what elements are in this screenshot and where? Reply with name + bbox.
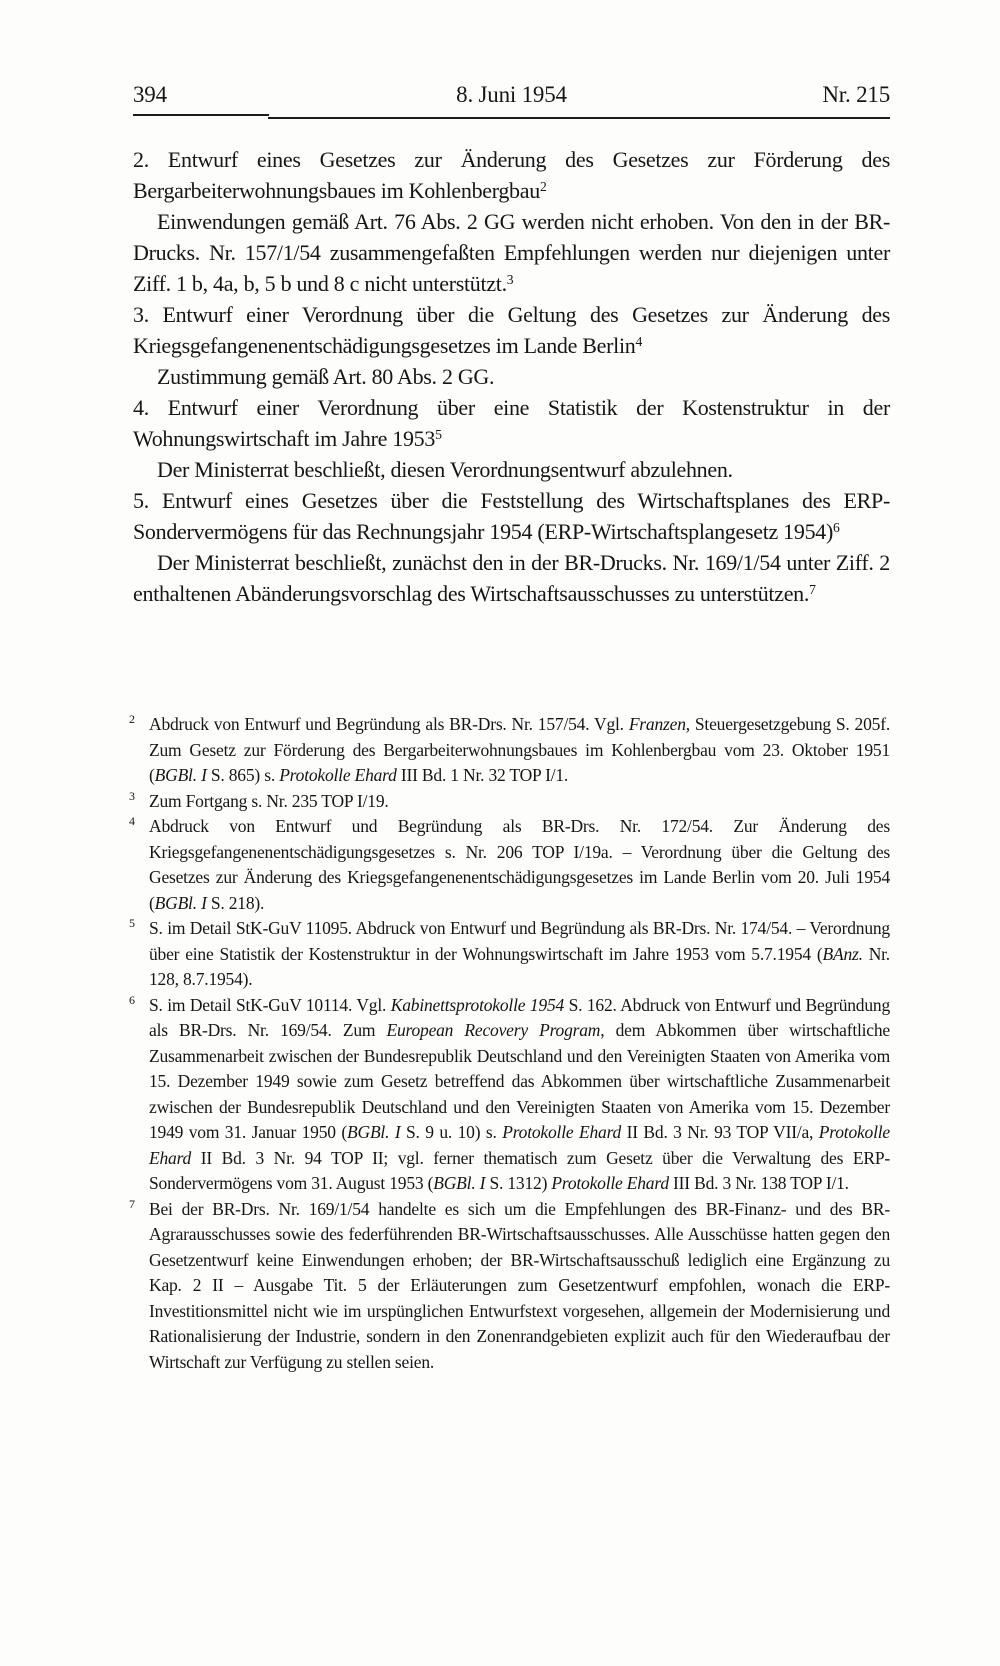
footnotes-section [129,712,891,1375]
body-paragraph [133,392,890,454]
text-segment: Einwendungen gemäß Art. 76 Abs. 2 GG werden nicht erhoben. Von den in der BR-Drucks. Nr. 157/1/54 zusammengefaßten Empfehlungen werden nur diejenigen unter Ziff. 1 b, 4a, b, 5 b und 8 c nicht unterstützt. [133,209,890,296]
text-segment: Nr. 128, 8.7.1954). [149,943,890,989]
text-segment: II Bd. 3 Nr. 94 TOP II; vgl. ferner thematisch zum Gesetz über die Verwaltung des ERP-Sondervermögens vom 31. August 1953 ( [149,1147,890,1193]
footnote-item [129,992,891,1197]
footnote-item [129,788,890,815]
text-segment: BGBl. I [154,892,207,913]
text-segment: Zustimmung gemäß Art. 80 Abs. 2 GG. [157,364,495,389]
text-segment: S. im Detail StK-GuV 11095. Abdruck von Entwurf und Begründung als BR-Drs. Nr. 174/54. – Verordnung über eine Statistik der Kostenstruktur in der Wohnungswirtschaft im Jahre 1953 vom 5.7.1954 ( [149,918,890,964]
page-date: 8. Juni 1954 [456,82,567,107]
page-header [133,82,890,108]
text-segment: Abdruck von Entwurf und Begründung als BR-Drs. Nr. 157/54. Vgl. [149,714,629,734]
main-text [133,144,890,609]
text-segment: Kabinettsprotokolle 1954 [390,994,565,1015]
text-segment: BGBl. I [154,765,207,785]
text-segment: European Recovery Program [386,1020,601,1040]
footnote-marker: 3 [129,788,135,803]
footnote-ref: 2 [539,178,547,194]
text-segment: S. im Detail StK-GuV 10114. Vgl. [149,994,391,1015]
text-segment: S. 865) s. [206,765,280,785]
footnote-ref: 5 [435,426,442,442]
header-rule-left [133,114,269,116]
text-segment: Bei der BR-Drs. Nr. 169/1/54 handelte es sich um die Empfehlungen des BR-Finanz- und des BR-Agrarausschusses sowie des federführenden BR-Wirtschaftsausschusses. Alle Ausschüsse hatten gegen den Gesetzentwurf keine Einwendungen erhoben; der BR-Wirtschaftsausschuß lediglich eine Ergänzung zu Kap. 2 II – Ausgabe Tit. 5 der Erläuterungen zum Gesetzentwurf empfohlen, wonach die ERP-Investitionsmittel nicht wie im urspünglichen Entwurfstext vorgesehen, allgemein der Modernisierung und Rationalisierung der Industrie, sondern in den Zonenrandgebieten explizit auch für den Wiederaufbau der Wirtschaft zur Verfügung zu stellen seien. [149,1198,890,1372]
footnote-marker: 5 [129,916,135,930]
page-number: 394 [133,82,167,107]
footnote-marker: 2 [129,712,135,726]
text-segment: Protokolle Ehard [551,1173,669,1193]
text-segment: II Bd. 3 Nr. 93 TOP VII/a, [621,1122,819,1142]
text-segment: III Bd. 3 Nr. 138 TOP I/1. [668,1173,849,1193]
footnote-item [129,916,890,993]
text-segment: Der Ministerrat beschließt, zunächst den in der BR-Drucks. Nr. 169/1/54 unter Ziff. 2 enthaltenen Abänderungsvorschlag des Wirtschaftsausschusses zu unterstützen. [133,550,890,606]
text-segment: S. 1312) [485,1173,552,1193]
footnote-item [129,712,890,789]
footnote-ref: 6 [833,519,840,535]
text-segment: S. 162. Abdruck von Entwurf und Begründung als BR-Drs. Nr. 169/54. Zum [149,994,891,1040]
body-paragraph [133,547,890,609]
text-segment: Der Ministerrat beschließt, diesen Verordnungsentwurf abzulehnen. [157,457,733,482]
issue-number: Nr. 215 [822,82,890,107]
footnote-marker: 6 [129,992,135,1007]
text-segment: Protokolle Ehard [502,1122,622,1142]
text-segment: 4. Entwurf einer Verordnung über eine Statistik der Kostenstruktur in der Wohnungswirtschaft im Jahre 1953 [133,395,890,451]
body-paragraph [133,144,890,206]
text-segment: S. 218). [206,892,265,913]
body-paragraph [133,454,890,485]
text-segment: S. 9 u. 10) s. [400,1122,503,1142]
text-segment: 3. Entwurf einer Verordnung über die Geltung des Gesetzes zur Änderung des Kriegsgefangenenentschädigungsgesetzes im Lande Berlin [133,302,890,358]
text-segment: BGBl. I [347,1122,401,1142]
text-segment: Zum Fortgang s. Nr. 235 TOP I/19. [149,790,389,811]
text-segment: BGBl. I [433,1173,486,1193]
body-paragraph [133,485,890,547]
text-segment: 2. Entwurf eines Gesetzes zur Änderung des Gesetzes zur Förderung des Bergarbeiterwohnungsbaues im Kohlenbergbau [133,147,890,203]
footnote-ref: 3 [506,271,514,287]
footnote-item [129,1196,890,1376]
text-segment: , Steuergesetzgebung S. 205f. Zum Gesetz zur Förderung des Bergarbeiterwohnungsbaues im Kohlenbergbau vom 23. Oktober 1951 ( [149,714,890,785]
text-segment: Franzen [628,714,686,734]
footnote-marker: 4 [129,814,135,828]
body-paragraph [133,299,890,361]
header-rule-right [268,117,890,119]
footnote-ref: 7 [809,581,816,597]
text-segment: Abdruck von Entwurf und Begründung als BR-Drs. Nr. 172/54. Zur Änderung des Kriegsgefangenenentschädigungsgesetzes s. Nr. 206 TOP I/19a. – Verordnung über die Geltung des Gesetzes zur Änderung des Kriegsgefangenenentschädigungsgesetzes im Lande Berlin vom 20. Juli 1954 ( [149,816,890,913]
footnote-ref: 4 [635,333,643,349]
body-paragraph [133,361,890,392]
footnote-item [129,814,890,916]
text-segment: 5. Entwurf eines Gesetzes über die Feststellung des Wirtschaftsplanes des ERP-Sondervermögens für das Rechnungsjahr 1954 (ERP-Wirtschaftsplangesetz 1954) [133,488,890,544]
text-segment: Protokolle Ehard [279,765,397,785]
text-segment: BAnz. [822,943,863,964]
body-paragraph [133,206,890,299]
text-segment: III Bd. 1 Nr. 32 TOP I/1. [396,765,569,785]
footnote-marker: 7 [129,1196,135,1211]
text-segment: Protokolle Ehard [149,1122,891,1168]
text-segment: , dem Abkommen über wirtschaftliche Zusammenarbeit zwischen der Bundesrepublik Deutschland und den Vereinigten Staaten von Amerika vom 15. Dezember 1949 sowie zum Gesetz betreffend das Abkommen über wirtschaftliche Zusammenarbeit zwischen der Bundesrepublik Deutschland und den Vereinigten Staaten von Amerika vom 15. Dezember 1949 vom 31. Januar 1950 ( [149,1020,890,1142]
